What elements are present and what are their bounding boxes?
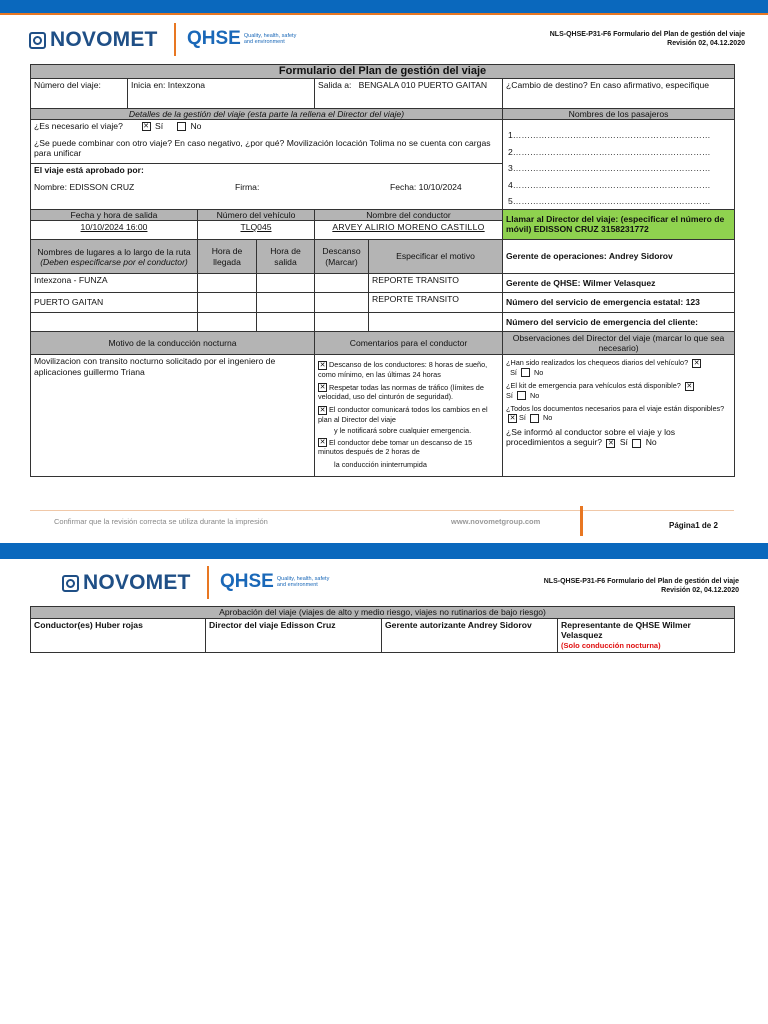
route-departure[interactable]: [257, 274, 315, 293]
places-header: [31, 240, 198, 274]
approval-qhse-rep: Representante de QHSE Wilmer Velasquez: [561, 619, 691, 640]
ops-manager-cell: Gerente de operaciones: Andrey Sidorov: [503, 240, 735, 274]
director-observations-header: Observaciones del Director del viaje (marcar lo que sea necesario): [503, 332, 735, 355]
qhse-text: QHSE: [220, 571, 274, 592]
reason-header: Especificar el motivo: [369, 240, 503, 274]
route-arrival[interactable]: [198, 274, 257, 293]
route-place[interactable]: PUERTO GAITAN: [31, 293, 198, 313]
obs-checks-yes-checkbox[interactable]: ✕: [693, 359, 700, 367]
obs-checks-question: ¿Han sido realizados los chequeos diarios del vehículo?: [506, 358, 689, 367]
client-emergency-cell: Número del servicio de emergencia del cliente:: [503, 313, 735, 332]
change-destination-label: ¿Cambio de destino? En caso afirmativo, especifique: [506, 79, 710, 90]
approval-drivers[interactable]: Conductor(es) Huber rojas: [31, 618, 206, 653]
obs-checks-no-checkbox[interactable]: [521, 368, 530, 377]
passenger-line[interactable]: 4……………………………………………………………: [508, 179, 711, 190]
obs-informed-no-checkbox[interactable]: [632, 439, 641, 448]
signature-label[interactable]: Firma:: [235, 182, 260, 192]
start-cell[interactable]: [128, 78, 315, 108]
yes-label: Sí: [510, 367, 517, 377]
document-reference: [479, 577, 739, 595]
qhse-manager-cell: Gerente de QHSE: Wilmer Velasquez: [503, 274, 735, 293]
route-rest[interactable]: [315, 293, 369, 313]
obs-docs-question: ¿Todos los documentos necesarios para el viaje están disponibles?: [506, 404, 725, 414]
header-separator: [174, 23, 176, 56]
approved-by-label: El viaje está aprobado por:: [34, 164, 144, 175]
comment-checkbox[interactable]: ✕: [319, 384, 326, 392]
exit-value: BENGALA 010 PUERTO GAITAN: [358, 79, 488, 90]
approval-director[interactable]: Director del viaje Edisson Cruz: [206, 618, 382, 653]
necessary-row: [34, 121, 499, 132]
rest-header: Descanso (Marcar): [315, 240, 369, 274]
comment-text: El conductor debe tomar un descanso de 15 minutos después de 2 horas de: [318, 437, 473, 457]
trip-plan-form: [30, 64, 735, 477]
approval-header: Aprobación del viaje (viajes de alto y medio riesgo, viajes no rutinarios de bajo riesgo): [31, 607, 735, 619]
necessary-yes-checkbox[interactable]: ✕: [143, 123, 150, 131]
no-label: No: [645, 437, 657, 448]
places-label: Nombres de lugares a lo largo de la ruta: [37, 246, 191, 257]
comment-text: El conductor comunicará todos los cambios en el plan al Director del viaje: [318, 405, 488, 424]
comment-checkbox[interactable]: ✕: [319, 361, 326, 369]
comment-text: la conducción ininterrumpida: [334, 460, 427, 470]
obs-kit-no-checkbox[interactable]: [517, 391, 526, 400]
logo-text: NOVOMET: [50, 28, 158, 51]
comment-text: Respetar todas las normas de tráfico (límites de velocidad, uso del cinturón de seguridad).: [318, 382, 484, 402]
departure-header: Fecha y hora de salida: [31, 209, 198, 221]
doc-code: NLS-QHSE-P31-F6 Formulario del Plan de gestión del viaje: [543, 578, 739, 585]
novomet-logo: [62, 571, 191, 595]
no-label: No: [542, 413, 553, 423]
form-title: Formulario del Plan de gestión del viaje: [31, 65, 735, 79]
obs-kit: [506, 381, 731, 400]
footer-confirm: Confirmar que la revisión correcta se utiliza durante la impresión: [54, 517, 268, 526]
doc-revision: Revisión 02, 04.12.2020: [661, 587, 739, 594]
no-label: No: [529, 390, 540, 400]
route-rest[interactable]: [315, 274, 369, 293]
obs-informed-yes-checkbox[interactable]: ✕: [607, 439, 614, 447]
night-only-note: (Solo conducción nocturna): [561, 640, 661, 650]
obs-checks: [506, 358, 731, 377]
director-observations: [503, 355, 735, 477]
header-separator: [207, 566, 209, 599]
footer-divider: [30, 510, 734, 511]
novomet-logo-icon: [62, 575, 79, 592]
route-row: [31, 293, 735, 313]
comment-text: y le notificará sobre cualquier emergencia.: [334, 425, 472, 435]
passenger-line[interactable]: 5……………………………………………………………: [508, 196, 711, 206]
trip-details-cell: [31, 120, 503, 210]
departure-value[interactable]: 10/10/2024 16:00: [31, 221, 198, 240]
driver-value[interactable]: ARVEY ALIRIO MORENO CASTILLO: [315, 221, 503, 240]
change-destination-cell[interactable]: [503, 78, 735, 108]
obs-docs: [506, 404, 731, 423]
call-director-cell: Llamar al Director del viaje: (especificar el número de móvil) EDISSON CRUZ 3158231772: [503, 209, 735, 240]
qhse-logo: [220, 571, 337, 593]
comment-item: [318, 383, 499, 402]
novomet-logo-icon: [29, 32, 46, 49]
trip-number-label: Número del viaje:: [34, 79, 101, 90]
route-row: [31, 274, 735, 293]
route-arrival[interactable]: [198, 293, 257, 313]
exit-cell[interactable]: [315, 78, 503, 108]
logo-text: NOVOMET: [83, 571, 191, 594]
qhse-text: QHSE: [187, 28, 241, 49]
yes-label: Sí: [619, 437, 628, 448]
comment-item: [318, 405, 499, 424]
novomet-logo: [29, 28, 158, 52]
comment-checkbox[interactable]: ✕: [319, 406, 326, 414]
footer-accent-bar: [580, 506, 583, 536]
yes-label: Sí: [506, 390, 513, 400]
top-color-bar: [0, 0, 768, 13]
approval-signature-row: [34, 182, 499, 198]
footer-website[interactable]: www.novometgroup.com: [451, 517, 541, 526]
top-accent-line: [0, 13, 768, 15]
trip-number-cell[interactable]: [31, 78, 128, 108]
doc-revision: Revisión 02, 04.12.2020: [667, 40, 745, 47]
obs-kit-question: ¿El kit de emergencia para vehículos está disponible?: [506, 381, 681, 391]
comment-text: Descanso de los conductores: 8 horas de sueño, como mínimo, en las últimas 24 horas: [318, 360, 488, 379]
driver-header: Nombre del conductor: [315, 209, 503, 221]
passenger-line[interactable]: 1……………………………………………………………: [508, 130, 711, 140]
passenger-line[interactable]: 2……………………………………………………………: [508, 146, 711, 157]
obs-docs-yes-checkbox[interactable]: ✕: [509, 414, 516, 422]
route-departure[interactable]: [257, 313, 315, 332]
route-reason[interactable]: REPORTE TRANSITO: [369, 293, 503, 313]
vehicle-header: Número del vehículo: [198, 209, 315, 221]
qhse-subtitle: Quality, health, safety and environment: [243, 33, 297, 45]
qhse-subtitle: Quality, health, safety and environment: [276, 576, 330, 588]
passengers-header: Nombres de los pasajeros: [503, 108, 735, 120]
document-reference: [485, 30, 745, 48]
passenger-line[interactable]: 3……………………………………………………………: [508, 163, 711, 173]
combine-question: ¿Se puede combinar con otro viaje? En caso negativo, ¿por qué? Movilización locación Tolima no se cuenta con cargas para unificar: [34, 137, 491, 158]
page-number: Página1 de 2: [669, 521, 718, 530]
state-emergency-cell: Número del servicio de emergencia estatal: 123: [503, 293, 735, 313]
comment-item: [318, 360, 499, 379]
route-place[interactable]: Intexzona - FUNZA: [31, 274, 198, 293]
trip-approval-table: [30, 606, 735, 653]
yes-label: Sí: [154, 121, 164, 131]
no-label: No: [534, 367, 544, 377]
approval-manager[interactable]: Gerente autorizante Andrey Sidorov: [382, 618, 558, 653]
night-reason-header: Motivo de la conducción nocturna: [31, 332, 315, 355]
route-row: [31, 313, 735, 332]
vehicle-value[interactable]: TLQ045: [198, 221, 315, 240]
route-place[interactable]: [31, 313, 198, 332]
route-reason[interactable]: [369, 313, 503, 332]
approval-block: [31, 163, 502, 209]
passenger-list: [503, 120, 735, 210]
route-rest[interactable]: [315, 313, 369, 332]
approval-date: Fecha: 10/10/2024: [390, 182, 462, 192]
route-arrival[interactable]: [198, 313, 257, 332]
obs-docs-no-checkbox[interactable]: [530, 414, 539, 423]
route-reason[interactable]: REPORTE TRANSITO: [369, 274, 503, 293]
departure-time-header: Hora de salida: [257, 240, 315, 274]
comment-item: [318, 438, 499, 457]
places-note: (Deben especificarse por el conductor): [40, 256, 188, 267]
necessary-question: ¿Es necesario el viaje?: [34, 121, 123, 131]
page2-color-bar: [0, 543, 768, 559]
yes-label: Sí: [519, 413, 526, 423]
approver-name: Nombre: EDISSON CRUZ: [34, 182, 135, 192]
arrival-header: Hora de llegada: [198, 240, 257, 274]
doc-code: NLS-QHSE-P31-F6 Formulario del Plan de gestión del viaje: [549, 31, 745, 38]
driver-comments-header: Comentarios para el conductor: [315, 332, 503, 355]
route-departure[interactable]: [257, 293, 315, 313]
no-label: No: [190, 121, 202, 131]
comment-checkbox[interactable]: ✕: [319, 439, 326, 447]
approval-qhse-cell[interactable]: [558, 618, 735, 653]
details-header: Detalles de la gestión del viaje (esta parte la rellena el Director del viaje): [31, 108, 503, 120]
necessary-no-checkbox[interactable]: [177, 122, 186, 131]
obs-kit-yes-checkbox[interactable]: ✕: [686, 382, 693, 390]
exit-label: Salida a:: [318, 79, 352, 90]
start-label: Inicia en: Intexzona: [131, 79, 206, 90]
driver-comments-list: [315, 355, 503, 477]
obs-informed-question: ¿Se informó al conductor sobre el viaje y los procedimientos a seguir?: [506, 426, 676, 448]
night-reason-value[interactable]: Movilizacion con transito nocturno solicitado por el ingeniero de aplicaciones guillermo Triana: [31, 355, 315, 477]
qhse-logo: [187, 28, 304, 50]
obs-informed: [506, 427, 731, 448]
